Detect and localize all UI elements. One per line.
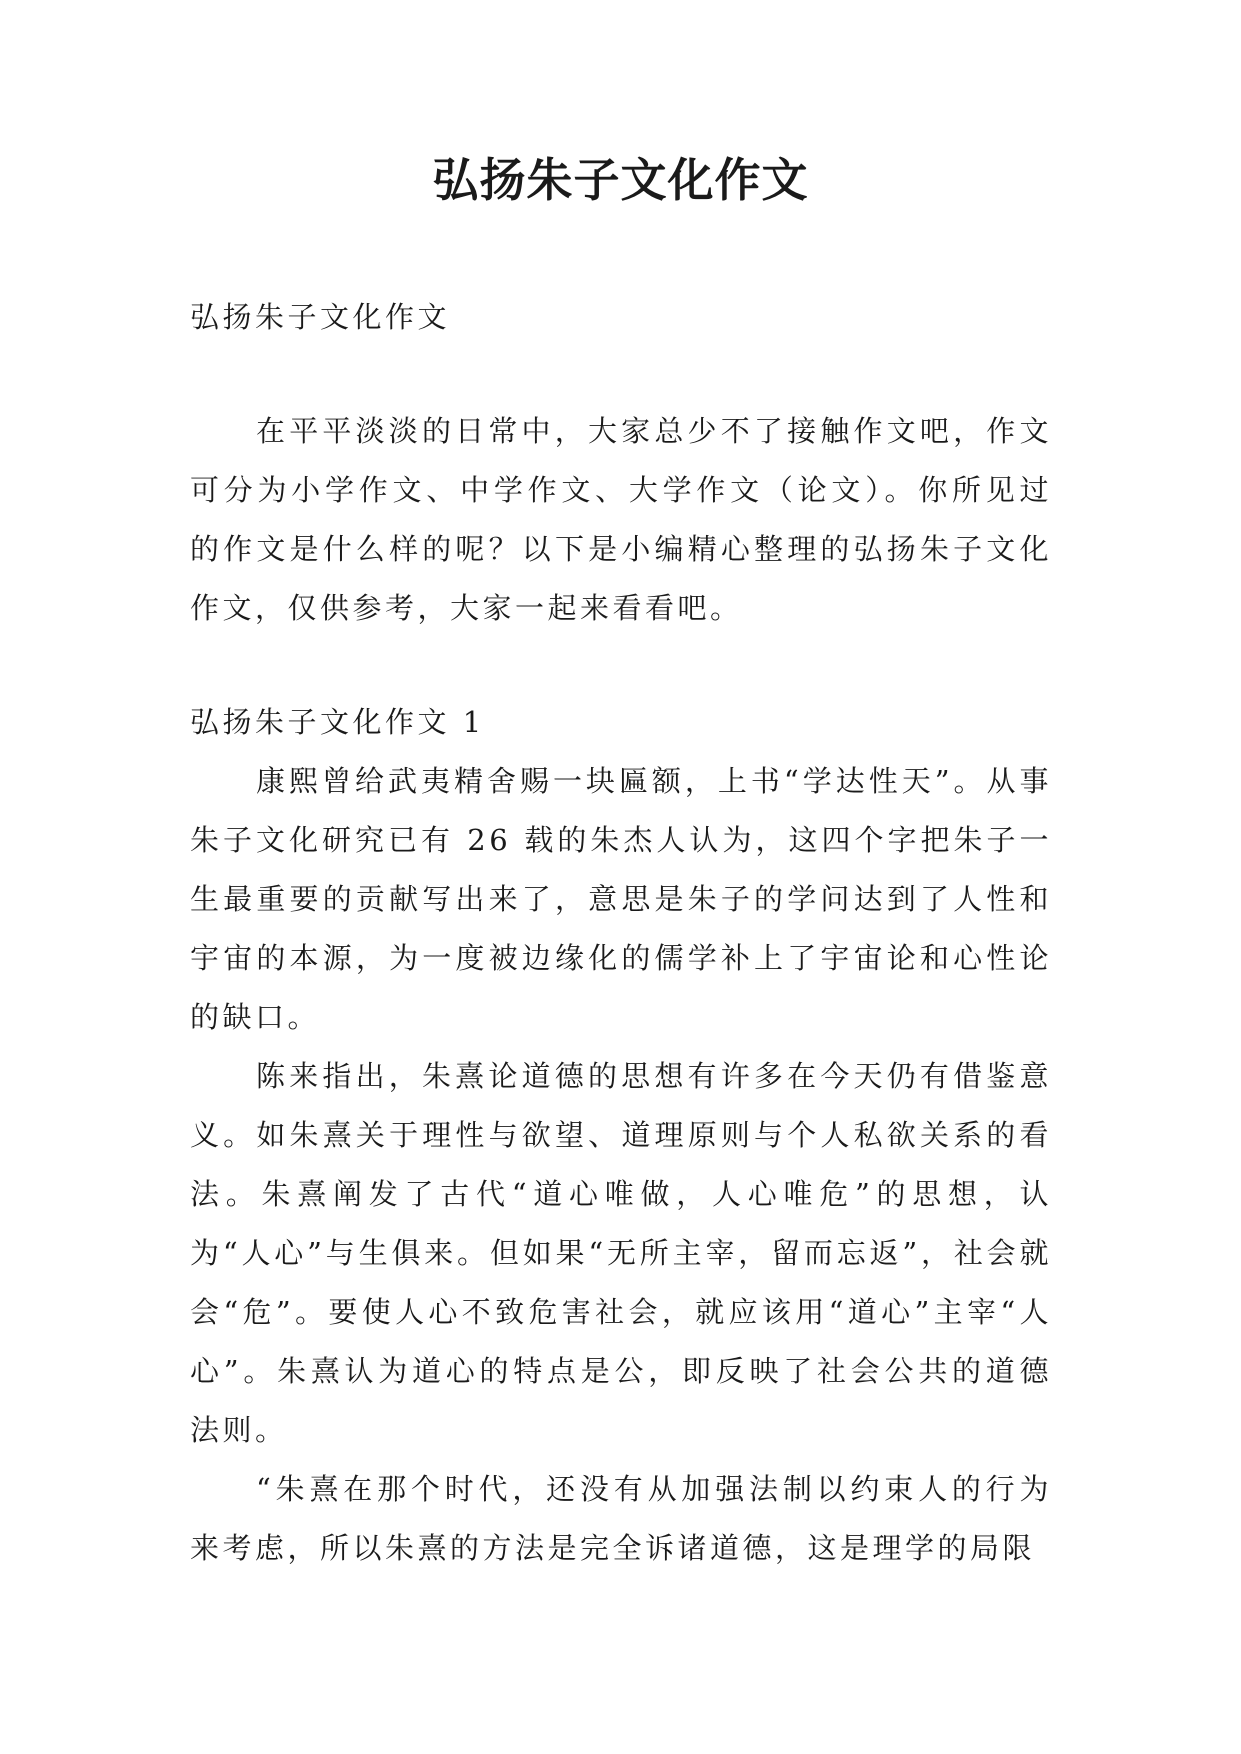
- body-paragraph-3: “朱熹在那个时代，还没有从加强法制以约束人的行为来考虑，所以朱熹的方法是完全诉诸道德，这是理学的局限: [190, 1472, 1052, 1565]
- body-paragraph-2: 陈来指出，朱熹论道德的思想有许多在今天仍有借鉴意义。如朱熹关于理性与欲望、道理原则与个人私欲关系的看法。朱熹阐发了古代“道心唯做，人心唯危”的思想，认为“人心”与生俱来。但如果“无所主宰，留而忘返”，社会就会“危”。要使人心不致危害社会，就应该用“道心”主宰“人心”。朱熹认为道心的特点是公，即反映了社会公共的道德法则。: [190, 1059, 1052, 1447]
- body-paragraph-1: 康熙曾给武夷精舍赐一块匾额，上书“学达性天”。从事朱子文化研究已有 26 载的朱杰人认为，这四个字把朱子一生最重要的贡献写出来了，意思是朱子的学问达到了人性和宇宙的本源，为一度被边缘化的儒学补上了宇宙论和心性论的缺口。: [190, 764, 1052, 1034]
- document-title: 弘扬朱子文化作文: [432, 153, 809, 207]
- document-subtitle: 弘扬朱子文化作文: [190, 300, 451, 334]
- section-title: 弘扬朱子文化作文 1: [190, 705, 485, 739]
- intro-paragraph: 在平平淡淡的日常中，大家总少不了接触作文吧，作文可分为小学作文、中学作文、大学作文（论文）。你所见过的作文是什么样的呢？以下是小编精心整理的弘扬朱子文化作文，仅供参考，大家一起来看看吧。: [190, 414, 1052, 625]
- document-body: [190, 288, 1052, 1578]
